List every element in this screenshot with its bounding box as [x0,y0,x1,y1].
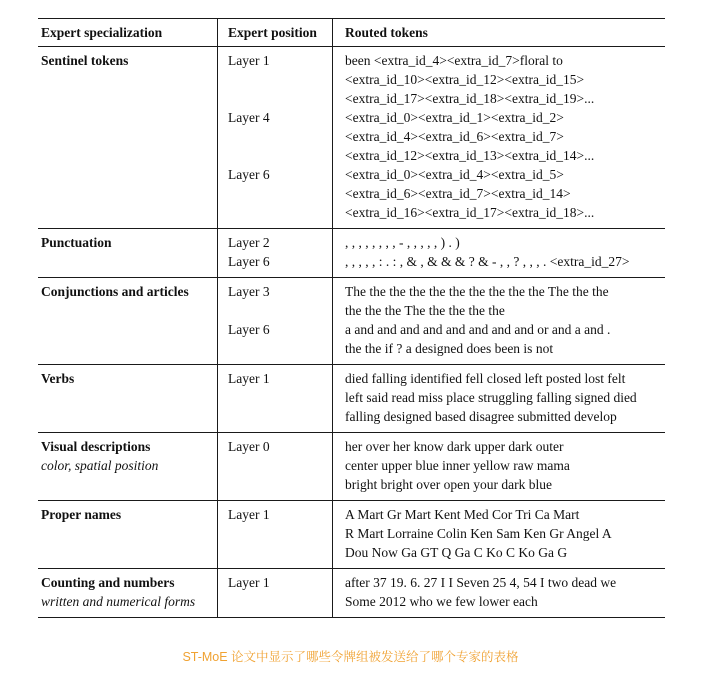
specialization-cell [38,365,218,432]
layer-label: Layer 6 [228,322,270,337]
table-row-punctuation [38,229,665,278]
specialization-cell [38,229,218,277]
column-header-expert-position: Expert position [218,19,333,46]
token-line: left said read miss place struggling falling signed died [345,390,637,405]
layer-label: Layer 1 [228,507,270,522]
column-header-routed-tokens: Routed tokens [345,25,428,40]
routed-tokens-cell [333,501,665,568]
token-line: Dou Now Ga GT Q Ga C Ko C Ko Ga G [345,545,568,560]
specialization-cell [38,278,218,364]
token-line: her over her know dark upper dark outer [345,439,564,454]
layer-label: Layer 2 [228,235,270,250]
position-cell [218,365,333,432]
position-cell [218,229,333,277]
specialization-name: Counting and numbers [41,575,175,590]
position-cell [218,433,333,500]
table-header-row [38,19,665,47]
token-line: <extra_id_10><extra_id_12><extra_id_15> [345,72,585,87]
token-line: bright bright over open your dark blue [345,477,552,492]
layer-label: Layer 0 [228,439,270,454]
layer-label: Layer 3 [228,284,270,299]
token-line: center upper blue inner yellow raw mama [345,458,570,473]
token-line: been <extra_id_4><extra_id_7>floral to [345,53,563,68]
layer-label: Layer 1 [228,575,270,590]
routed-tokens-cell [333,47,665,228]
routed-tokens-cell [333,278,665,364]
layer-label: Layer 4 [228,110,270,125]
layer-label: Layer 6 [228,167,270,182]
token-line: a and and and and and and and and or and a and . [345,322,611,337]
table-row-counting-and-numbers [38,569,665,617]
token-line: R Mart Lorraine Colin Ken Sam Ken Gr Angel A [345,526,612,541]
layer-label: Layer 6 [228,254,270,269]
token-line: the the if ? a designed does been is not [345,341,554,356]
token-line: <extra_id_0><extra_id_4><extra_id_5> [345,167,564,182]
token-line: died falling identified fell closed left posted lost felt [345,371,626,386]
specialization-name: Verbs [41,371,75,386]
routed-tokens-cell [333,229,665,277]
position-cell [218,47,333,228]
position-cell [218,501,333,568]
token-line: <extra_id_4><extra_id_6><extra_id_7> [345,129,564,144]
position-cell [218,569,333,617]
specialization-cell [38,433,218,500]
specialization-note: color, spatial position [41,458,159,473]
column-header-expert-specialization: Expert specialization [38,19,218,46]
routed-tokens-cell [333,433,665,500]
specialization-name: Conjunctions and articles [41,284,189,299]
token-line: <extra_id_6><extra_id_7><extra_id_14> [345,186,571,201]
table-row-sentinel-tokens [38,47,665,229]
layer-label: Layer 1 [228,371,270,386]
token-line: <extra_id_12><extra_id_13><extra_id_14>... [345,148,595,163]
specialization-name: Punctuation [41,235,112,250]
token-line: The the the the the the the the the the The the the [345,284,609,299]
specialization-note: written and numerical forms [41,594,196,609]
table-row-visual-descriptions [38,433,665,501]
position-cell [218,278,333,364]
token-line: A Mart Gr Mart Kent Med Cor Tri Ca Mart [345,507,580,522]
token-line: after 37 19. 6. 27 I I Seven 25 4, 54 I two dead we [345,575,617,590]
token-line: <extra_id_17><extra_id_18><extra_id_19>... [345,91,595,106]
token-line: , , , , , : . : , & , & & & ? & - , , ? , , , . <extra_id_27> [345,254,630,269]
routed-tokens-cell [333,365,665,432]
token-line: the the the The the the the the [345,303,505,318]
token-line: Some 2012 who we few lower each [345,594,538,609]
specialization-cell [38,47,218,228]
specialization-cell [38,501,218,568]
layer-label: Layer 1 [228,53,270,68]
figure-caption: ST-MoE 论文中显示了哪些令牌组被发送给了哪个专家的表格 [182,650,519,664]
table-row-proper-names [38,501,665,569]
routed-tokens-cell [333,569,665,617]
specialization-cell [38,569,218,617]
specialization-name: Visual descriptions [41,439,151,454]
table-row-verbs [38,365,665,433]
specialization-name: Sentinel tokens [41,53,129,68]
token-line: , , , , , , , , - , , , , , ) . ) [345,235,460,250]
token-line: <extra_id_16><extra_id_17><extra_id_18>... [345,205,595,220]
expert-routing-table [38,18,665,618]
token-line: falling designed based disagree submitted develop [345,409,617,424]
table-row-conjunctions-and-articles [38,278,665,365]
specialization-name: Proper names [41,507,122,522]
token-line: <extra_id_0><extra_id_1><extra_id_2> [345,110,564,125]
